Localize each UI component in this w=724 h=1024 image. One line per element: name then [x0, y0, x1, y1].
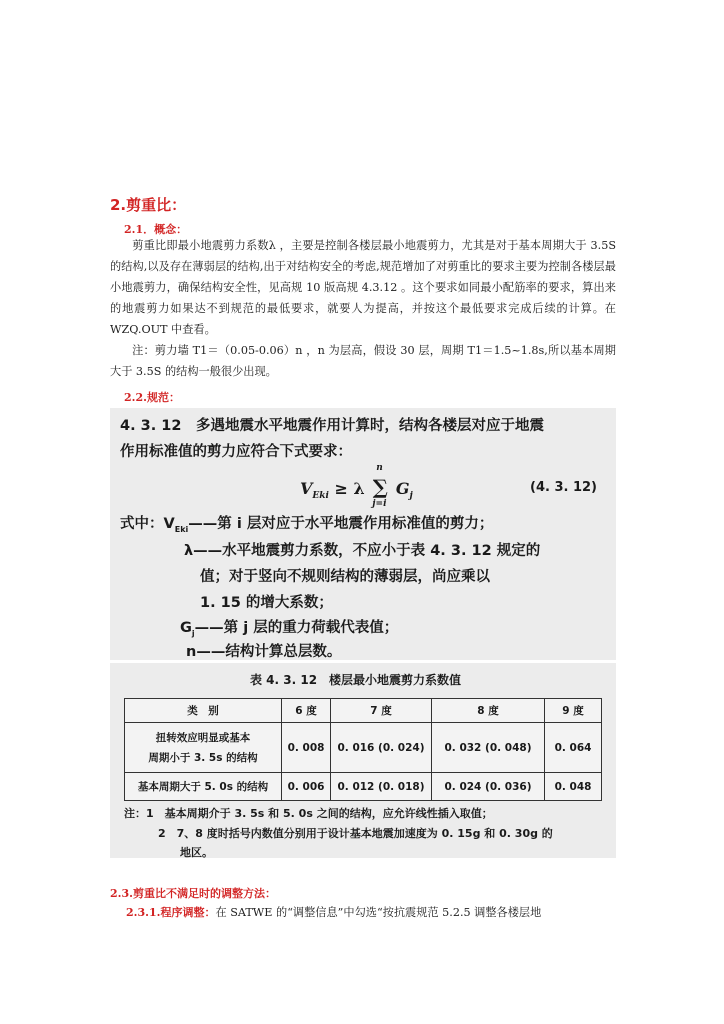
table-header-row: [125, 699, 602, 723]
table-title: 表 4. 3. 12 楼层最小地震剪力系数值: [250, 673, 462, 687]
concept-paragraph-1-text: 剪重比即最小地震剪力系数λ ，主要是控制各楼层最小地震剪力，尤其是对于基本周期大于 3.5S 的结构,以及存在薄弱层的结构,出于对结构安全的考虑,规范增加了对剪重比的要求主要为控制各楼层最小地震剪力，确保结构安全性，见高规 10 版高规 4.3.12 。这个要求如同最小配筋率的要求，算出来的地震剪力如果达不到规范的最低要求，就要人为提高，并按这个最低要求完成后续的计算。在 WZQ.OUT 中查看。: [110, 239, 616, 336]
concept-paragraph-2-text: 注：剪力墙 T1＝（0.05-0.06）n ，n 为层高，假设 30 层，周期 T1＝1.5~1.8s,所以基本周期大于 3.5S 的结构一般很少出现。: [110, 344, 616, 378]
formula-number: (4. 3. 12): [530, 480, 597, 495]
adjust-title: 2.3.剪重比不满足时的调整方法：: [110, 887, 276, 900]
section-heading: 2.剪重比：: [110, 196, 187, 214]
where-line-6: n——结构计算总层数。: [186, 644, 342, 660]
formula-sum-top: n: [376, 463, 383, 473]
table-cell: [125, 723, 282, 773]
formula-sum-symbol: ∑: [372, 475, 388, 499]
concept-paragraph-1: [110, 235, 616, 340]
table-header: 7 度: [331, 699, 432, 723]
formula-sum: [370, 463, 390, 509]
rule-line-2: 作用标准值的剪力应符合下式要求：: [120, 444, 352, 460]
table-cell: 基本周期大于 5. 0s 的结构: [125, 773, 282, 801]
table-header: 9 度: [545, 699, 602, 723]
adjust-text: 在 SATWE 的“调整信息”中勾选“按抗震规范 5.2.5 调整各楼层地: [215, 906, 542, 919]
scanned-code-clause: [110, 408, 616, 660]
formula-relation: ≥ λ: [334, 479, 365, 498]
where-line-4: 1. 15 的增大系数；: [200, 595, 333, 611]
where-line-5-rest: ——第 j 层的重力荷载代表值；: [194, 620, 399, 636]
adjust-paragraph: [110, 902, 616, 923]
table-note-1: 注：1 基本周期介于 3. 5s 和 5. 0s 之间的结构，应允许线性插入取值；: [124, 807, 493, 820]
table-cell-line-2: 周期小于 3. 5s 的结构: [148, 751, 258, 764]
where-line-5-label: G: [180, 620, 192, 636]
table-cell: 0. 008: [282, 723, 331, 773]
where-line-1: [120, 512, 493, 534]
rule-line-1: 4. 3. 12 多遇地震水平地震作用计算时，结构各楼层对应于地震: [120, 418, 544, 434]
formula-lhs: V: [300, 479, 313, 498]
concept-title: 2.1．概念：: [124, 223, 188, 236]
min-shear-coefficient-table: [124, 698, 602, 801]
where-line-1-sub: Eki: [174, 524, 189, 534]
concept-paragraph-2: [110, 340, 616, 382]
table-header: 类 别: [125, 699, 282, 723]
table-cell-line-1: 扭转效应明显或基本: [155, 731, 251, 744]
where-line-3: 值；对于竖向不规则结构的薄弱层，尚应乘以: [200, 569, 490, 585]
table-header: 6 度: [282, 699, 331, 723]
table-row: [125, 773, 602, 801]
where-line-5: [180, 616, 398, 638]
table-note-3: 地区。: [180, 846, 213, 858]
where-line-2: λ——水平地震剪力系数，不应小于表 4. 3. 12 规定的: [184, 543, 541, 559]
scanned-code-table: [110, 663, 616, 858]
formula-sum-bottom: j=i: [372, 499, 387, 509]
adjust-subtitle: 2.3.1.程序调整：: [126, 906, 216, 919]
table-cell: 0. 016 (0. 024): [331, 723, 432, 773]
code-title: 2.2.规范：: [124, 391, 180, 404]
table-header: 8 度: [432, 699, 545, 723]
formula: [300, 463, 413, 509]
table-cell: 0. 006: [282, 773, 331, 801]
where-line-5-sub: j: [191, 628, 195, 638]
formula-rhs: G: [395, 479, 410, 498]
table-note-2: 2 7、8 度时括号内数值分别用于设计基本地震加速度为 0. 15g 和 0. 30g 的: [158, 827, 553, 840]
table-row: [125, 723, 602, 773]
formula-rhs-sub: j: [409, 491, 413, 502]
table-cell: 0. 048: [545, 773, 602, 801]
table-cell: 0. 012 (0. 018): [331, 773, 432, 801]
table-cell: 0. 024 (0. 036): [432, 773, 545, 801]
where-line-1-rest: ——第 i 层对应于水平地震作用标准值的剪力；: [188, 516, 494, 532]
table-cell: 0. 032 (0. 048): [432, 723, 545, 773]
where-line-1-label: 式中：V: [120, 516, 175, 532]
formula-lhs-sub: Eki: [312, 491, 329, 502]
table-cell: 0. 064: [545, 723, 602, 773]
